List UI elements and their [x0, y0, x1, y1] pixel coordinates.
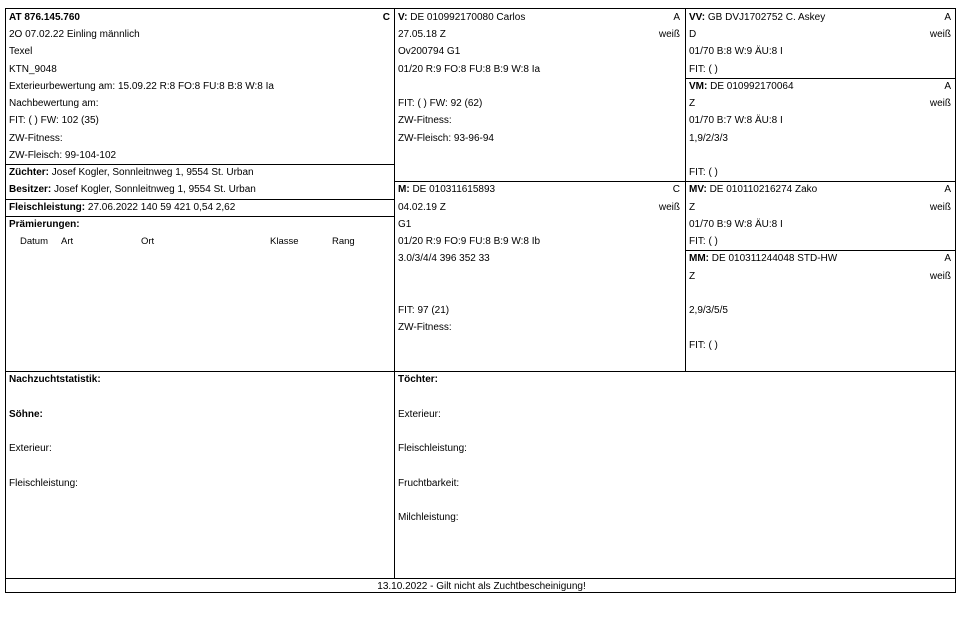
v-color: weiß — [658, 29, 680, 40]
mm-id: DE 010311244048 STD-HW — [711, 253, 838, 264]
vm-fit: FIT: ( ) — [689, 167, 718, 178]
mv-line1: Z — [689, 202, 696, 213]
divider-middle-right — [685, 9, 686, 371]
mv-header — [689, 184, 817, 196]
footer-note: 13.10.2022 - Gilt nicht als Zuchtbescheinigung! — [377, 581, 586, 592]
divider-fleisch-top — [6, 199, 395, 200]
zuechter-label: Züchter: — [9, 167, 49, 178]
toechter-fleischleistung: Fleischleistung: — [398, 443, 467, 454]
vv-line2: 01/70 B:8 W:9 ÄU:8 I — [689, 46, 783, 57]
vm-id: DE 010992170064 — [710, 81, 794, 92]
divider-footer — [6, 578, 956, 579]
vv-id: GB DVJ1702752 C. Askey — [707, 12, 826, 23]
v-zw-fleisch: ZW-Fleisch: 93-96-94 — [398, 133, 494, 144]
mv-color: weiß — [929, 202, 951, 213]
animal-zw-fleisch: ZW-Fleisch: 99-104-102 — [9, 150, 117, 161]
animal-fit: FIT: ( ) FW: 102 (35) — [9, 115, 99, 126]
fleischleistung-value: 27.06.2022 140 59 421 0,54 2,62 — [87, 202, 236, 213]
nachzucht-fleischleistung: Fleischleistung: — [9, 478, 78, 489]
nachzucht-exterieur: Exterieur: — [9, 443, 52, 454]
mv-line2: 01/70 B:9 W:8 ÄU:8 I — [689, 219, 783, 230]
animal-tag: KTN_9048 — [9, 64, 57, 75]
m-line2: G1 — [398, 219, 412, 230]
vm-line1: Z — [689, 98, 696, 109]
vv-header — [689, 12, 825, 24]
toechter-milchleistung: Milchleistung: — [398, 512, 459, 523]
mm-header — [689, 253, 837, 265]
pedigree-sheet — [5, 8, 956, 593]
vm-flag: A — [944, 81, 951, 92]
mv-fit: FIT: ( ) — [689, 236, 718, 247]
animal-zw-fitness: ZW-Fitness: — [9, 133, 63, 144]
vv-line1: D — [689, 29, 697, 40]
divider-zuechter-top — [6, 164, 395, 165]
vm-color: weiß — [929, 98, 951, 109]
fleischleistung-row — [9, 202, 235, 214]
mv-flag: A — [944, 184, 951, 195]
toechter-fruchtbarkeit: Fruchtbarkeit: — [398, 478, 460, 489]
besitzer-value: Josef Kogler, Sonnleitnweg 1, 9554 St. Urban — [54, 184, 256, 195]
divider-ancestors-bottom — [6, 371, 956, 372]
v-id: DE 010992170080 Carlos — [410, 12, 526, 23]
vm-title: VM: — [689, 81, 708, 92]
m-fit: FIT: 97 (21) — [398, 305, 450, 316]
animal-exterior: Exterieurbewertung am: 15.09.22 R:8 FO:8 FU:8 B:8 W:8 Ia — [9, 81, 274, 92]
v-flag: A — [673, 12, 680, 23]
m-zw-fitness: ZW-Fitness: — [398, 322, 452, 333]
divider-stats — [394, 371, 395, 579]
divider-v-m — [394, 181, 956, 182]
vm-line3: 1,9/2/3/3 — [689, 133, 728, 144]
animal-birth-line: 2O 07.02.22 Einling männlich — [9, 29, 140, 40]
animal-breed: Texel — [9, 46, 33, 57]
m-flag: C — [672, 184, 680, 195]
mm-title: MM: — [689, 253, 709, 264]
toechter-exterieur: Exterieur: — [398, 409, 441, 420]
zuechter-row — [9, 167, 254, 179]
mv-id: DE 010110216274 Zako — [709, 184, 818, 195]
praemierungen-header-rang: Rang — [332, 236, 355, 247]
m-line4: 3.0/3/4/4 396 352 33 — [398, 253, 490, 264]
animal-flag: C — [382, 12, 390, 23]
v-line2: Ov200794 G1 — [398, 46, 461, 57]
m-id: DE 010311615893 — [412, 184, 496, 195]
m-line1: 04.02.19 Z — [398, 202, 446, 213]
vv-color: weiß — [929, 29, 951, 40]
zuechter-value: Josef Kogler, Sonnleitnweg 1, 9554 St. Urban — [51, 167, 254, 178]
besitzer-row — [9, 184, 256, 196]
v-title: V: — [398, 12, 408, 23]
mm-flag: A — [944, 253, 951, 264]
animal-nachbewertung: Nachbewertung am: — [9, 98, 99, 109]
besitzer-label: Besitzer: — [9, 184, 52, 195]
praemierungen-header-datum: Datum — [20, 236, 48, 247]
nachzucht-title: Nachzuchtstatistik: — [9, 374, 101, 385]
vv-flag: A — [944, 12, 951, 23]
m-header — [398, 184, 495, 196]
nachzucht-soehne: Söhne: — [9, 409, 43, 420]
mm-fit: FIT: ( ) — [689, 340, 718, 351]
animal-id: AT 876.145.760 — [9, 12, 80, 23]
toechter-title: Töchter: — [398, 374, 438, 385]
v-fit: FIT: ( ) FW: 92 (62) — [398, 98, 483, 109]
praemierungen-header-klasse: Klasse — [270, 236, 299, 247]
v-line3: 01/20 R:9 FO:8 FU:8 B:9 W:8 Ia — [398, 64, 541, 75]
m-line3: 01/20 R:9 FO:9 FU:8 B:9 W:8 Ib — [398, 236, 541, 247]
divider-fleisch-bottom — [6, 216, 395, 217]
m-title: M: — [398, 184, 410, 195]
praemierungen-title: Prämierungen: — [9, 219, 80, 230]
praemierungen-header-ort: Ort — [141, 236, 155, 247]
vv-fit: FIT: ( ) — [689, 64, 718, 75]
v-line1: 27.05.18 Z — [398, 29, 446, 40]
vm-line2: 01/70 B:7 W:8 ÄU:8 I — [689, 115, 783, 126]
v-header — [398, 12, 525, 24]
m-color: weiß — [658, 202, 680, 213]
fleischleistung-label: Fleischleistung: — [9, 202, 86, 213]
mm-color: weiß — [929, 271, 951, 282]
mm-line2: 2,9/3/5/5 — [689, 305, 728, 316]
vm-header — [689, 81, 794, 93]
praemierungen-header-art: Art — [61, 236, 74, 247]
vv-title: VV: — [689, 12, 706, 23]
mv-title: MV: — [689, 184, 707, 195]
divider-mv-mm — [685, 250, 956, 251]
divider-vv-vm — [685, 78, 956, 79]
mm-line1: Z — [689, 271, 696, 282]
v-zw-fitness: ZW-Fitness: — [398, 115, 452, 126]
